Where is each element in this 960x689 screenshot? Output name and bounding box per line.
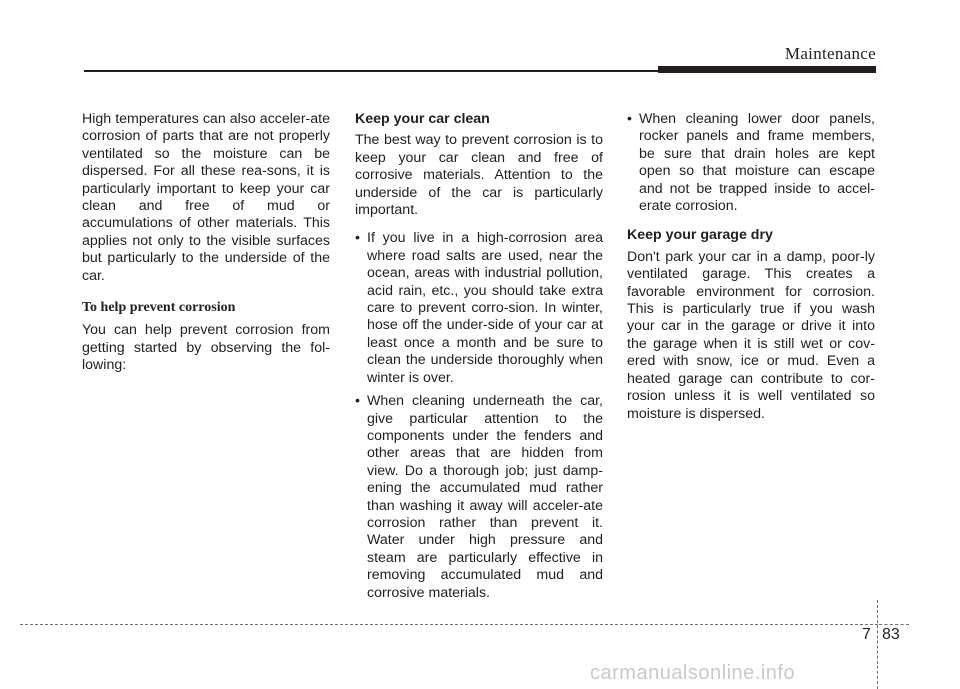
watermark: carmanualsonline.info [590,662,796,684]
list-item-text: When cleaning underneath the car, give particular attention to the components under the fenders and other areas that are hidden from view. Do a thorough job; just damp-ening the accumulated mud rather than washing it away will acceler-ate corrosion rather than prevent it. Water under high pressure and steam are particularly effective in removing accumulated mud and corrosive materials. [367,393,603,601]
body-paragraph: Don't park your car in a damp, poor-ly ventilated garage. This creates a favorable environment for corrosion. This is particularly true if you wash your car in the garage or drive it into the garage when it is still wet or cov-ered with snow, ice or mud. Even a heated garage can contribute to cor-rosion unless it is well ventilated so moisture is dispersed. [627,248,875,422]
bullet-list [627,111,875,215]
section-heading: Keep your garage dry [627,227,773,244]
bullet-icon: • [627,111,632,127]
list-item [355,393,603,602]
page-rule [879,624,909,625]
page-number: 83 [882,626,900,643]
body-paragraph: High temperatures can also acceler-ate corrosion of parts that are not properly ventilated so the moisture can be dispersed. For all these rea-sons, it is particularly important to keep your car clean and free of mud or accumulations of other materials. This applies not only to the visible surfaces but particularly to the underside of the car. [82,111,330,284]
footer-divider [877,600,878,689]
list-item [627,111,875,215]
column-3 [627,111,875,434]
body-paragraph: You can help prevent corrosion from getting started by observing the fol-lowing: [82,322,330,374]
section-title: Maintenance [784,44,876,63]
bullet-icon: • [355,393,360,410]
bullet-list [355,230,603,602]
list-item [355,230,603,387]
list-item-text: If you live in a high-corrosion area where road salts are used, near the ocean, areas with industrial pollution, acid rain, etc., you should take extra care to prevent corro-sion. In winter, hose off the under-side of your car at least once a month and be sure to clean the underside thoroughly when winter is over. [367,230,603,386]
column-2 [355,111,603,608]
bullet-icon: • [355,230,360,247]
header-bar [658,66,876,73]
column-1 [82,111,330,386]
chapter-number: 7 [862,626,871,643]
footer-rule [20,624,878,625]
header-rule [84,70,658,72]
body-paragraph: The best way to prevent corrosion is to keep your car clean and free of corrosive materials. Attention to the underside of the car is particularly important. [355,132,603,219]
list-item-text: When cleaning lower door panels, rocker panels and frame members, be sure that drain holes are kept open so that moisture can escape and not be trapped inside to accel-erate corrosion. [639,111,875,215]
subheading: To help prevent corrosion [82,300,236,316]
section-heading: Keep your car clean [355,111,490,127]
